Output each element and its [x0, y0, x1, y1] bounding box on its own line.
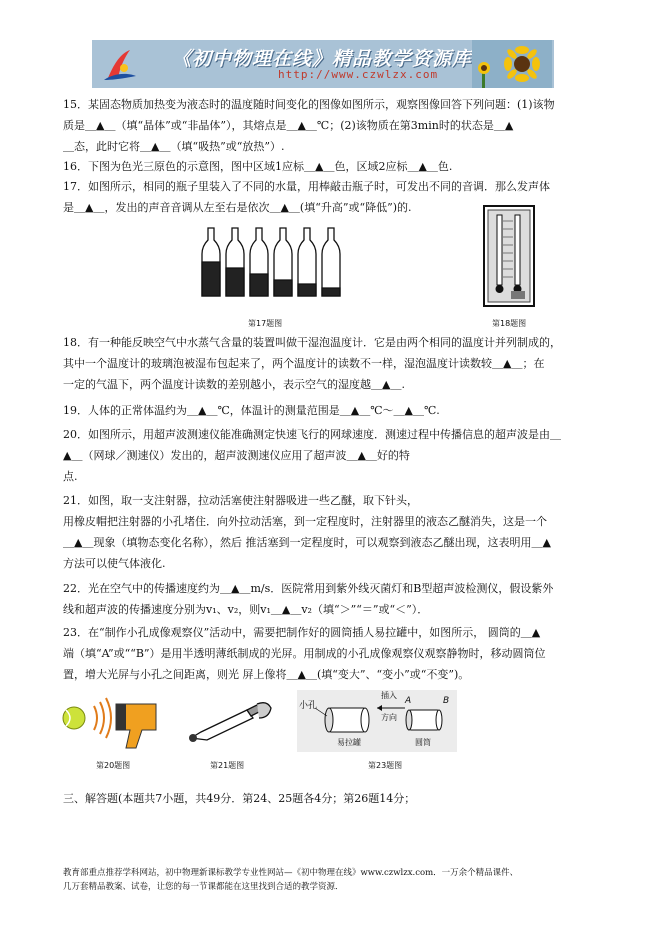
question-line: 21．如图，取一支注射器，拉动活塞使注射器吸进一些乙醚，取下针头， — [63, 494, 418, 507]
sunflower-icon — [472, 40, 552, 88]
bottle — [322, 228, 340, 296]
banner-url[interactable]: http://www.czwlzx.com — [278, 68, 439, 81]
question-line: 置，增大光屏与小孔之间距离，则光 屏上像将＿▲＿(填“变大”、“变小”或“不变”)。 — [63, 668, 470, 681]
bottle — [274, 228, 292, 296]
header-banner — [92, 40, 554, 88]
speed-gun-figure — [60, 696, 170, 750]
section-heading: 三、解答题(本题共7小题，共49分．第24、25题各4分；第26题14分； — [63, 792, 416, 805]
question-line: ▲＿（网球／测速仪）发出的，超声波测速仪应用了超声波＿▲＿好的特 — [63, 449, 410, 462]
question-line: 质是＿▲＿（填“晶体”或“非晶体”），其熔点是＿▲＿℃；(2)该物质在第3min时的状态是＿▲ — [63, 119, 514, 132]
label-direction: 方向 — [381, 713, 397, 722]
pinhole-drawing — [297, 690, 457, 752]
figure-20-caption: 第20题图 — [96, 761, 131, 770]
question-line: ＿▲＿现象（填物态变化名称），然后 推活塞到一定程度时，可以观察到液态乙醚出现，这表明用＿▲ — [63, 536, 551, 549]
question-line: 18．有一种能反映空气中水蒸气含量的装置叫做干湿泡温度计．它是由两个相同的温度计并列制成的， — [63, 336, 561, 349]
question-18 — [63, 332, 603, 395]
question-line: 16．下图为色光三原色的示意图，图中区域1应标＿▲＿色，区域2应标＿▲＿色. — [63, 160, 453, 173]
footer-line: 教育部重点推荐学科网站，初中物理新课标教学专业性网站—《初中物理在线》www.czwlzx.com．一万余个精品课件、 — [63, 868, 519, 878]
question-16 — [63, 156, 603, 177]
question-15 — [63, 94, 603, 157]
footer — [63, 866, 623, 894]
question-line: 一定的气温下，两个温度计读数的差别越小，表示空气的湿度越＿▲＿. — [63, 378, 405, 391]
figure-21-caption: 第21题图 — [210, 761, 245, 770]
question-19 — [63, 400, 603, 421]
banner-title: 《初中物理在线》精品教学资源库 — [172, 48, 473, 70]
question-line: 22．光在空气中的传播速度约为＿▲＿m/s．医院常用到紫外线灭菌灯和B型超声波检测仪，假设紫外 — [63, 582, 554, 595]
figure-18-caption: 第18题图 — [492, 319, 527, 328]
bottle — [202, 228, 220, 296]
question-line: 15．某固态物质加热变为液态时的温度随时间变化的图像如图所示，观察图像回答下列问题：(1)该物 — [63, 98, 555, 111]
label-insert: 插入 — [381, 691, 397, 700]
syringe-figure — [185, 700, 275, 748]
hygrometer-figure — [483, 205, 535, 307]
bottle — [250, 228, 268, 296]
question-line: 线和超声波的传播速度分别为v₁、v₂，则v₁＿▲＿v₂（填“＞”“＝”或“＜”）． — [63, 603, 429, 616]
bottle — [298, 228, 316, 296]
question-line: 17．如图所示，相同的瓶子里装入了不同的水量，用棒敲击瓶子时，可发出不同的音调．那么发声体 — [63, 180, 550, 193]
footer-line: 几万套精品教案、试卷，让您的每一节课都能在这里找到合适的教学资源． — [63, 882, 344, 892]
label-a: A — [405, 696, 412, 706]
question-line: 19．人体的正常体温约为＿▲＿℃，体温计的测量范围是＿▲＿℃～＿▲＿℃. — [63, 404, 440, 417]
question-22 — [63, 578, 603, 620]
question-line: 方法可以使气体液化. — [63, 557, 166, 570]
label-tube: 圆筒 — [415, 738, 431, 747]
bottles-figure — [200, 222, 360, 302]
question-line: 是＿▲＿，发出的声音音调从左至右是依次＿▲＿(填“升高”或“降低”)的. — [63, 201, 412, 214]
bottle — [226, 228, 244, 296]
figure-23-caption: 第23题图 — [368, 761, 403, 770]
question-21 — [63, 490, 603, 574]
question-line: 端（填“A”或““B”）是用半透明薄纸制成的光屏。用制成的小孔成像观察仪观察静物时，移动圆筒位 — [63, 647, 546, 660]
question-23 — [63, 622, 603, 685]
question-line: 20．如图所示，用超声波测速仪能准确测定快速飞行的网球速度．测速过程中传播信息的超声波是由＿ — [63, 428, 561, 441]
label-b: B — [443, 696, 450, 706]
question-line: ＿态，此时它将＿▲＿（填“吸热”或“放热”）. — [63, 140, 285, 153]
question-line: 其中一个温度计的玻璃泡被湿布包起来了，两个温度计的读数不一样，湿泡温度计读数较＿▲＿；在 — [63, 357, 545, 370]
question-line: 23．在“制作小孔成像观察仪”活动中，需要把制作好的圆筒插人易拉罐中，如图所示， 圆筒的＿▲ — [63, 626, 541, 639]
logo-icon — [100, 44, 140, 84]
question-20 — [63, 424, 603, 487]
label-can: 易拉罐 — [337, 738, 361, 747]
label-hole: 小孔 — [299, 701, 318, 711]
question-line: 点. — [63, 470, 78, 483]
pinhole-figure — [297, 690, 457, 752]
question-line: 用橡皮帽把注射器的小孔堵住．向外拉动活塞，到一定程度时，注射器里的液态乙醚消失，这是一个 — [63, 515, 547, 528]
figure-17-caption: 第17题图 — [248, 319, 283, 328]
